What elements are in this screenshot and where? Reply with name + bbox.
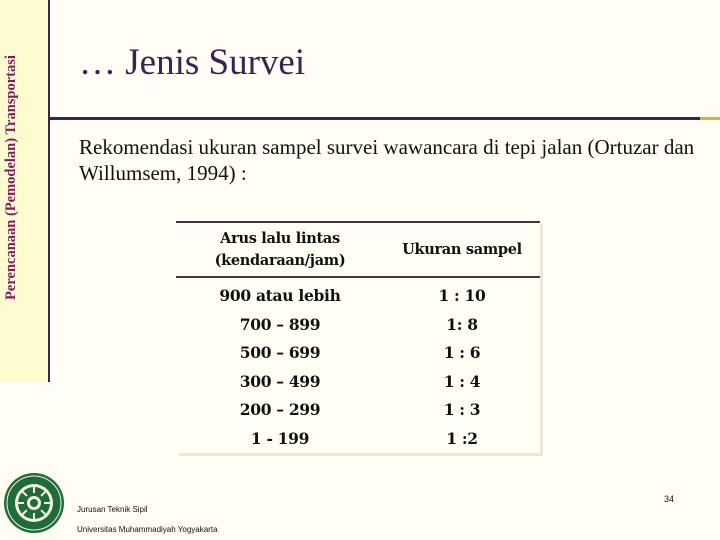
table-top-border	[176, 221, 540, 223]
slide-title: … Jenis Survei	[79, 42, 306, 83]
header-traffic-flow: Arus lalu lintas (kendaraan/jam)	[214, 230, 346, 269]
title-divider-accent	[700, 117, 720, 120]
header-sample-size: Ukuran sampel	[402, 241, 522, 258]
table-cell-traffic: 500 – 699	[239, 343, 321, 362]
vertical-course-title: Perencanaan (Pemodelan) Transportasi	[3, 55, 19, 300]
table-cell-traffic: 200 – 299	[239, 400, 321, 419]
sidebar-divider	[48, 0, 50, 382]
footer-university: Universitas Muhammadiyah Yogyakarta	[77, 525, 218, 534]
footer-department: Jurusan Teknik Sipil	[77, 505, 148, 514]
table-cell-sample: 1: 8	[446, 314, 478, 334]
title-divider	[50, 117, 720, 120]
table-cell-sample: 1 : 10	[438, 286, 486, 305]
university-seal-icon	[2, 471, 66, 535]
traffic-flow-column	[180, 282, 380, 453]
table-cell-traffic: 1 - 199	[250, 428, 310, 448]
table-cell-sample: 1 : 6	[443, 343, 481, 362]
table-cell-sample: 1 : 3	[443, 400, 481, 419]
table-cell-traffic: 300 – 499	[239, 371, 321, 391]
page-number: 34	[664, 494, 675, 504]
table-cell-traffic: 900 atau lebih	[219, 286, 341, 305]
table-cell-sample: 1 :2	[446, 428, 478, 448]
footer-institution	[77, 500, 218, 540]
sample-size-table	[176, 221, 540, 453]
table-cell-sample: 1 : 4	[443, 371, 481, 391]
sample-size-column	[380, 282, 544, 453]
table-cell-traffic: 700 – 899	[239, 314, 321, 334]
slide-body-text: Rekomendasi ukuran sampel survei wawancara di tepi jalan (Ortuzar dan Willumsem, 1994) :	[79, 135, 695, 185]
table-header-border	[176, 276, 540, 278]
